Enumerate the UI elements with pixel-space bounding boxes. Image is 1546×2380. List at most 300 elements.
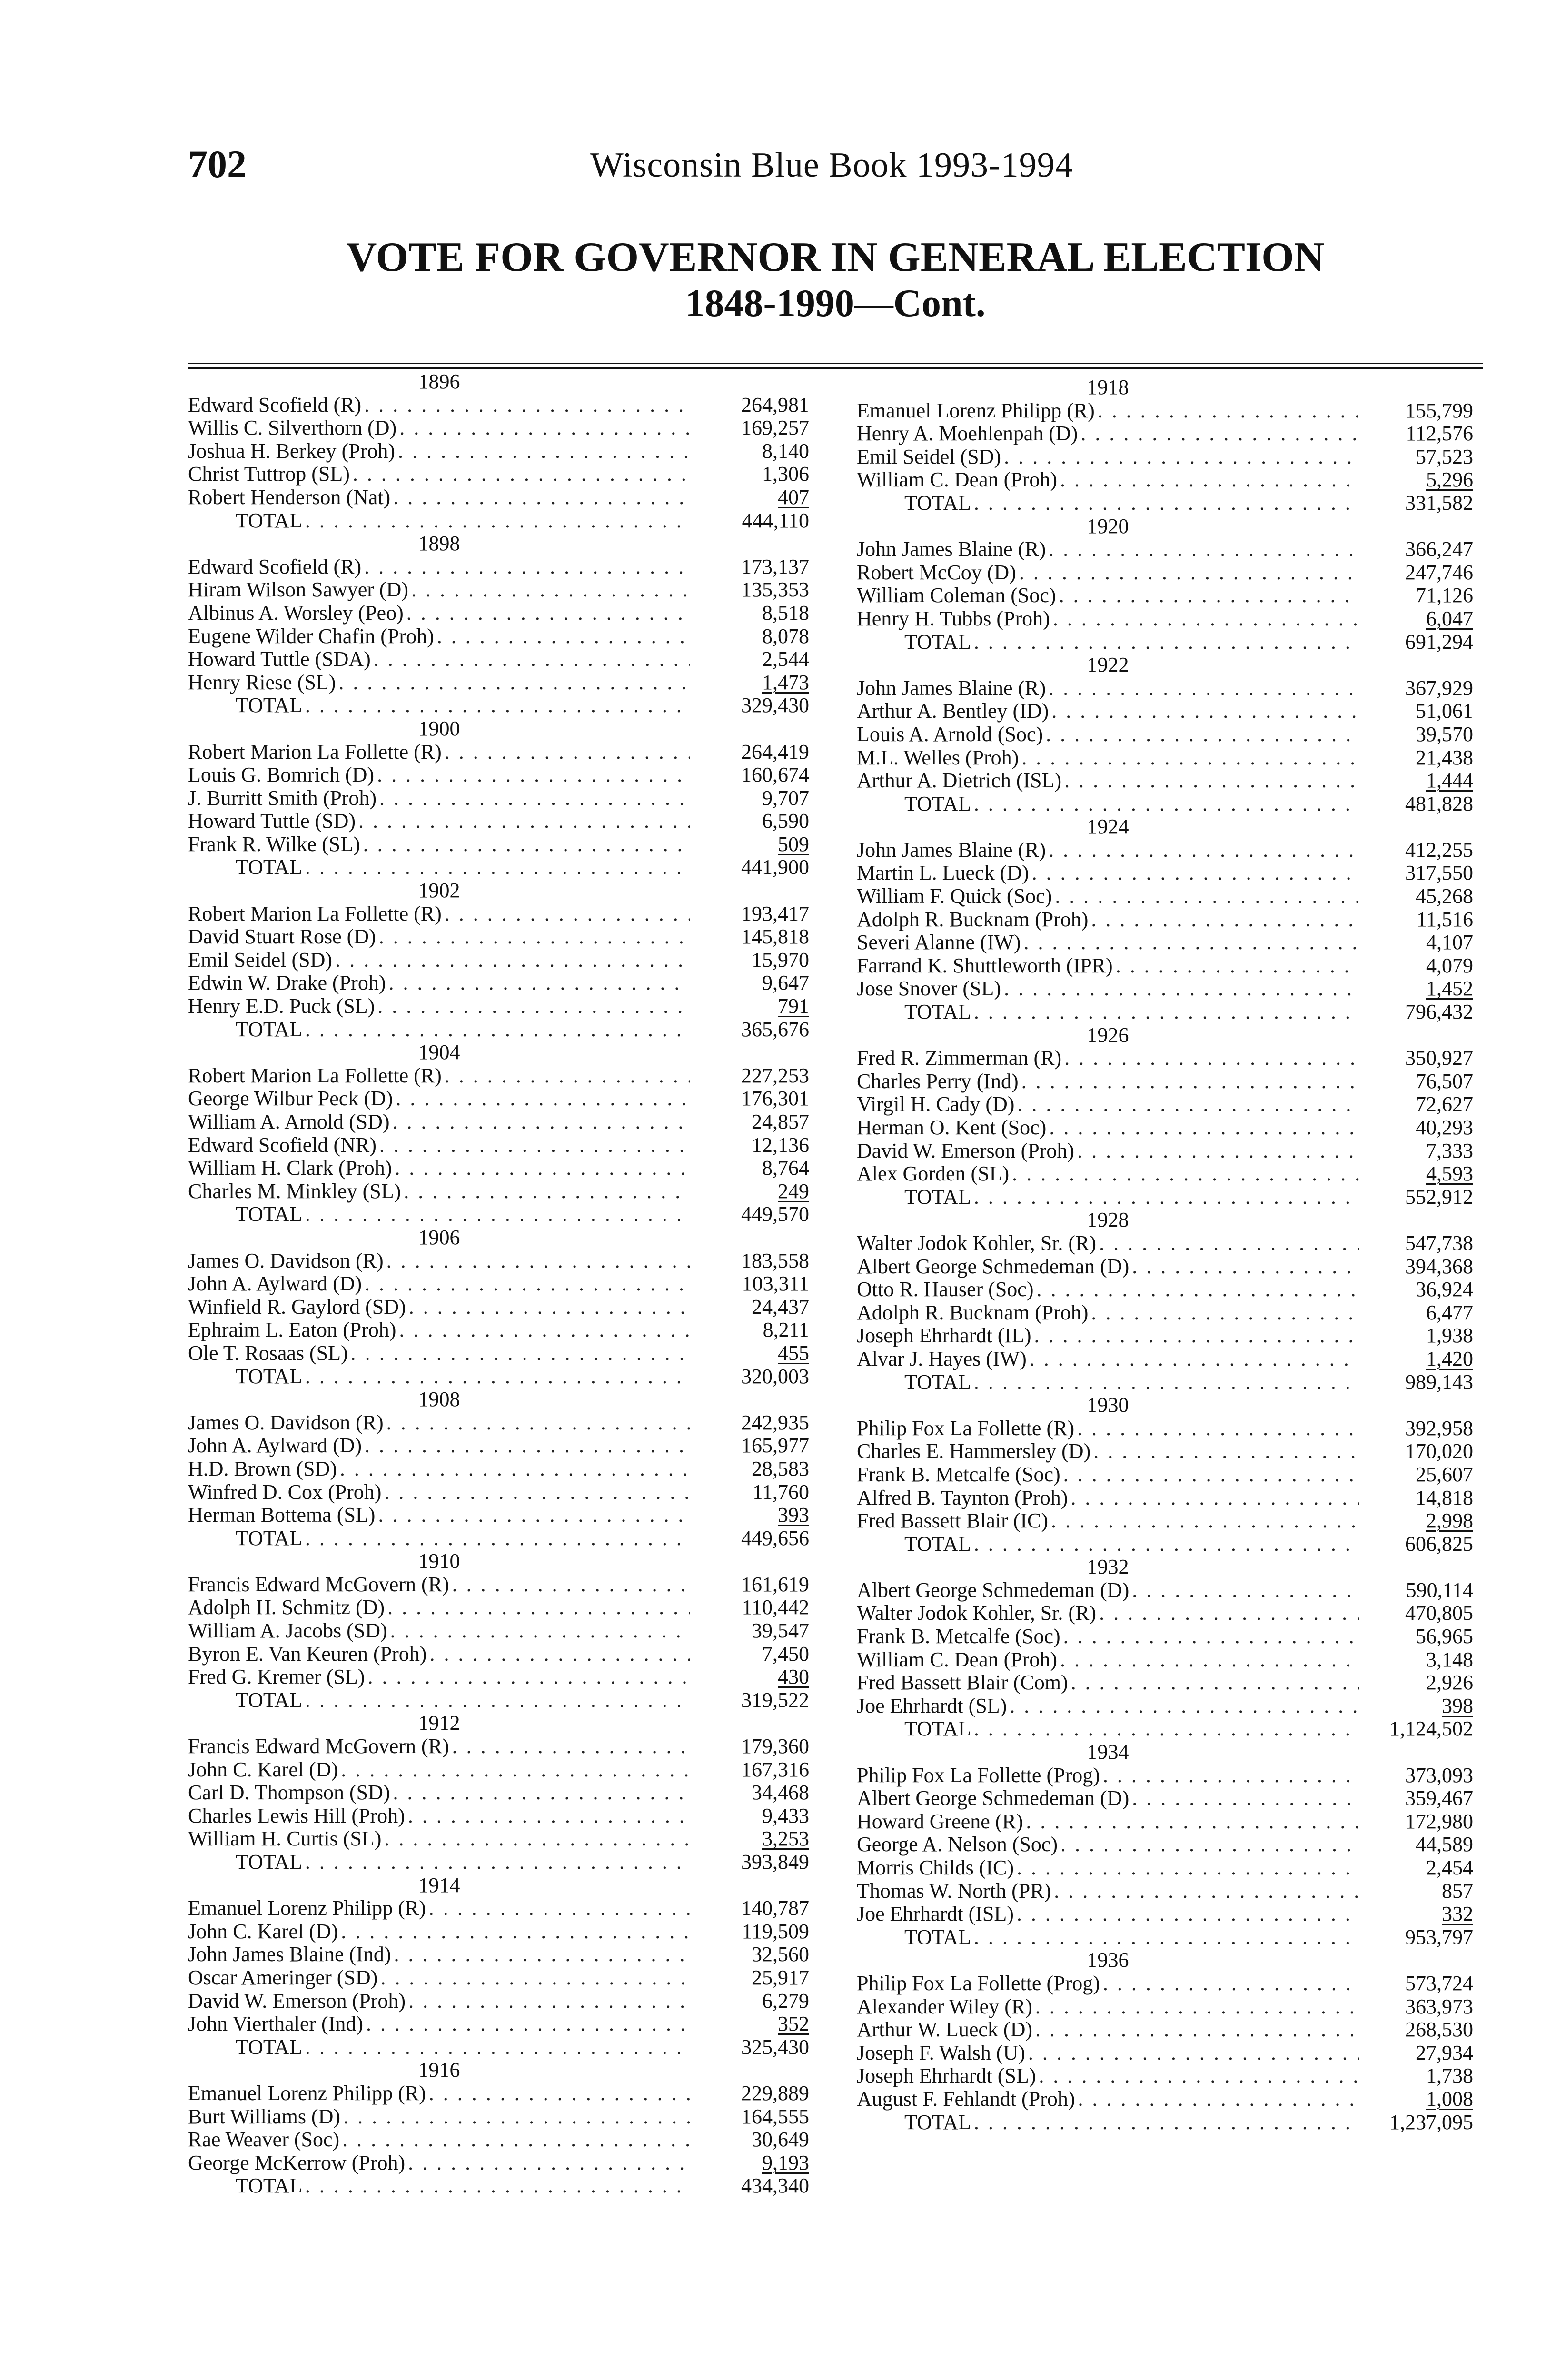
candidate-row — [857, 677, 1473, 700]
candidate-name: Oscar Ameringer (SD) — [188, 1966, 378, 1989]
total-row — [188, 1018, 809, 1041]
candidate-votes: 32,560 — [752, 1943, 809, 1966]
candidate-row — [188, 972, 809, 995]
candidate-name: M.L. Welles (Proh) — [857, 746, 1019, 769]
candidate-name: Edward Scofield (R) — [188, 555, 362, 578]
candidate-votes: 430 — [778, 1666, 809, 1689]
leader-dots — [1103, 1764, 1359, 1787]
candidate-row — [188, 1966, 809, 1990]
candidate-row — [857, 1995, 1473, 2019]
leader-dots — [386, 1411, 690, 1435]
leader-dots — [393, 486, 690, 509]
leader-dots — [974, 793, 1359, 816]
candidate-votes: 34,468 — [752, 1781, 809, 1805]
candidate-row — [857, 1047, 1473, 1070]
candidate-votes: 71,126 — [1416, 584, 1473, 607]
candidate-name: Adolph R. Bucknam (Proh) — [857, 1301, 1089, 1324]
candidate-row — [857, 538, 1473, 561]
candidate-name: Louis A. Arnold (Soc) — [857, 723, 1043, 746]
candidate-name: William H. Clark (Proh) — [188, 1157, 392, 1180]
leader-dots — [1070, 1487, 1359, 1510]
candidate-name: J. Burritt Smith (Proh) — [188, 786, 377, 810]
total-row — [857, 793, 1473, 816]
candidate-row — [857, 1787, 1473, 1810]
candidate-row — [857, 1093, 1473, 1116]
total-votes: 989,143 — [1405, 1370, 1473, 1394]
candidate-name: William H. Curtis (SL) — [188, 1827, 382, 1851]
leader-dots — [396, 1087, 690, 1111]
candidate-name: Charles M. Minkley (SL) — [188, 1180, 401, 1203]
candidate-name: Henry H. Tubbs (Proh) — [857, 607, 1050, 630]
total-label: TOTAL — [904, 491, 971, 515]
candidate-name: Jose Snover (SL) — [857, 977, 1001, 1001]
candidate-name: Walter Jodok Kohler, Sr. (R) — [857, 1602, 1097, 1625]
candidate-name: John Vierthaler (Ind) — [188, 2013, 363, 2036]
leader-dots — [399, 416, 690, 440]
candidate-name: Alfred B. Taynton (Proh) — [857, 1486, 1068, 1509]
candidate-votes: 373,093 — [1405, 1764, 1473, 1787]
candidate-name: Joseph F. Walsh (U) — [857, 2041, 1025, 2064]
candidate-name: Martin L. Lueck (D) — [857, 862, 1029, 885]
candidate-votes: 6,279 — [762, 1989, 809, 2013]
candidate-votes: 264,981 — [741, 393, 809, 416]
leader-dots — [365, 1434, 690, 1458]
leader-dots — [1010, 1695, 1359, 1718]
candidate-row — [188, 1434, 809, 1458]
leader-dots — [394, 1943, 690, 1966]
candidate-row — [188, 1272, 809, 1296]
candidate-row — [188, 416, 809, 440]
leader-dots — [305, 1689, 690, 1712]
candidate-name: William C. Dean (Proh) — [857, 1648, 1058, 1671]
candidate-row — [857, 1602, 1473, 1625]
candidate-name: John James Blaine (R) — [857, 838, 1046, 862]
candidate-votes: 9,193 — [762, 2151, 809, 2174]
leader-dots — [445, 1064, 690, 1088]
candidate-votes: 72,627 — [1416, 1093, 1473, 1116]
candidate-name: Albert George Schmedeman (D) — [857, 1255, 1130, 1278]
candidate-votes: 11,760 — [752, 1480, 809, 1504]
leader-dots — [408, 1805, 690, 1828]
candidate-name: H.D. Brown (SD) — [188, 1457, 337, 1480]
leader-dots — [365, 1272, 690, 1296]
candidate-row — [857, 769, 1473, 793]
leader-dots — [390, 1619, 690, 1643]
leader-dots — [395, 1157, 690, 1180]
candidate-votes: 359,467 — [1405, 1787, 1473, 1810]
candidate-name: George Wilbur Peck (D) — [188, 1087, 393, 1111]
leader-dots — [364, 555, 690, 579]
leader-dots — [974, 1001, 1359, 1024]
candidate-name: James O. Davidson (R) — [188, 1249, 384, 1272]
right-column — [857, 376, 1473, 2134]
leader-dots — [974, 1371, 1359, 1394]
candidate-row — [857, 446, 1473, 469]
candidate-name: Adolph H. Schmitz (D) — [188, 1596, 385, 1619]
candidate-votes: 791 — [778, 995, 809, 1018]
leader-dots — [1028, 2042, 1359, 2065]
candidate-votes: 176,301 — [741, 1087, 809, 1111]
candidate-votes: 155,799 — [1405, 399, 1473, 422]
total-row — [188, 694, 809, 717]
candidate-votes: 9,647 — [762, 972, 809, 995]
candidate-row — [188, 925, 809, 949]
candidate-votes: 247,746 — [1405, 561, 1473, 584]
candidate-name: Joe Ehrhardt (ISL) — [857, 1903, 1014, 1926]
candidate-row — [857, 1810, 1473, 1834]
candidate-name: Albert George Schmedeman (D) — [857, 1787, 1130, 1810]
total-row — [188, 1203, 809, 1226]
candidate-row — [188, 1458, 809, 1481]
candidate-row — [188, 995, 809, 1018]
candidate-name: John A. Aylward (D) — [188, 1272, 362, 1296]
election-year: 1922 — [1087, 653, 1129, 677]
total-row — [857, 492, 1473, 515]
candidate-votes: 573,724 — [1405, 1972, 1473, 1995]
leader-dots — [340, 1458, 690, 1481]
total-votes: 449,570 — [741, 1203, 809, 1226]
candidate-row — [188, 949, 809, 972]
leader-dots — [974, 1533, 1359, 1556]
leader-dots — [379, 1134, 690, 1157]
candidate-name: Howard Tuttle (SD) — [188, 810, 356, 833]
total-votes: 953,797 — [1405, 1925, 1473, 1949]
total-label: TOTAL — [236, 694, 302, 717]
leader-dots — [363, 833, 690, 856]
candidate-votes: 350,927 — [1405, 1047, 1473, 1070]
leader-dots — [1034, 1324, 1359, 1348]
election-year: 1910 — [418, 1549, 460, 1573]
leader-dots — [429, 1897, 690, 1920]
candidate-votes: 264,419 — [741, 740, 809, 764]
candidate-name: Edward Scofield (R) — [188, 393, 362, 416]
candidate-name: David W. Emerson (Proh) — [188, 1989, 406, 2013]
total-votes: 434,340 — [741, 2174, 809, 2198]
candidate-row — [188, 1758, 809, 1782]
leader-dots — [305, 1018, 690, 1041]
candidate-votes: 393 — [778, 1504, 809, 1527]
leader-dots — [335, 949, 690, 972]
leader-dots — [305, 1365, 690, 1388]
candidate-votes: 15,970 — [752, 948, 809, 972]
candidate-row — [857, 1880, 1473, 1903]
leader-dots — [1017, 1903, 1359, 1926]
leader-dots — [429, 1643, 690, 1666]
candidate-row — [857, 1417, 1473, 1440]
total-label: TOTAL — [236, 509, 302, 532]
leader-dots — [1059, 584, 1359, 607]
candidate-row — [857, 1440, 1473, 1463]
leader-dots — [409, 1296, 690, 1319]
leader-dots — [974, 1926, 1359, 1949]
leader-dots — [386, 1250, 690, 1273]
candidate-row — [857, 1301, 1473, 1325]
candidate-row — [188, 1920, 809, 1944]
candidate-votes: 160,674 — [741, 764, 809, 787]
candidate-name: Farrand K. Shuttleworth (IPR) — [857, 954, 1113, 977]
leader-dots — [341, 1920, 690, 1944]
candidate-votes: 8,211 — [763, 1319, 809, 1342]
candidate-votes: 363,973 — [1405, 1995, 1473, 2018]
candidate-row — [857, 1671, 1473, 1695]
candidate-name: Philip Fox La Follette (R) — [857, 1417, 1075, 1440]
leader-dots — [1099, 1232, 1359, 1255]
candidate-name: Fred Bassett Blair (Com) — [857, 1671, 1068, 1695]
candidate-name: John C. Karel (D) — [188, 1758, 338, 1781]
candidate-row — [188, 1481, 809, 1504]
leader-dots — [393, 1111, 690, 1134]
leader-dots — [1054, 1880, 1359, 1903]
candidate-row — [857, 1972, 1473, 1995]
candidate-row — [188, 1504, 809, 1527]
candidate-votes: 140,787 — [741, 1897, 809, 1920]
leader-dots — [1049, 839, 1359, 862]
leader-dots — [374, 648, 690, 671]
leader-dots — [445, 902, 690, 926]
candidate-row — [857, 862, 1473, 885]
leader-dots — [398, 440, 690, 463]
candidate-name: Joseph Ehrhardt (IL) — [857, 1324, 1031, 1348]
election-year: 1914 — [418, 1873, 460, 1897]
candidate-votes: 24,857 — [752, 1111, 809, 1133]
leader-dots — [1099, 1602, 1359, 1625]
candidate-name: Robert Marion La Follette (R) — [188, 1064, 442, 1087]
candidate-votes: 9,433 — [762, 1804, 809, 1827]
candidate-votes: 8,764 — [762, 1157, 809, 1180]
leader-dots — [367, 1666, 690, 1689]
candidate-name: Fred Bassett Blair (IC) — [857, 1509, 1049, 1533]
candidate-row — [857, 977, 1473, 1001]
candidate-votes: 103,311 — [742, 1272, 809, 1296]
election-year: 1908 — [418, 1388, 460, 1411]
candidate-row — [857, 607, 1473, 631]
candidate-votes: 39,547 — [752, 1619, 809, 1643]
candidate-votes: 8,078 — [762, 625, 809, 648]
candidate-name: William F. Quick (Soc) — [857, 885, 1052, 908]
leader-dots — [1024, 931, 1359, 954]
leader-dots — [974, 631, 1359, 654]
candidate-votes: 1,420 — [1426, 1347, 1473, 1370]
table-title: VOTE FOR GOVERNOR IN GENERAL ELECTION — [346, 234, 1325, 280]
candidate-row — [857, 2088, 1473, 2111]
candidate-name: Ole T. Rosaas (SL) — [188, 1341, 348, 1365]
total-votes: 444,110 — [742, 509, 809, 532]
candidate-row — [857, 1648, 1473, 1672]
candidate-votes: 9,707 — [762, 786, 809, 810]
candidate-row — [188, 1666, 809, 1689]
candidate-votes: 3,253 — [762, 1827, 809, 1851]
candidate-votes: 352 — [778, 2013, 809, 2036]
leader-dots — [411, 578, 690, 602]
leader-dots — [1078, 2088, 1359, 2111]
candidate-name: Frank R. Wilke (SL) — [188, 833, 360, 856]
candidate-votes: 317,550 — [1405, 862, 1473, 885]
total-row — [857, 1717, 1473, 1741]
candidate-votes: 547,738 — [1405, 1231, 1473, 1255]
candidate-votes: 412,255 — [1405, 838, 1473, 862]
candidate-name: Charles Lewis Hill (Proh) — [188, 1804, 405, 1827]
total-votes: 691,294 — [1405, 630, 1473, 654]
candidate-votes: 394,368 — [1405, 1255, 1473, 1278]
candidate-row — [857, 468, 1473, 492]
candidate-name: Charles E. Hammersley (D) — [857, 1440, 1091, 1463]
candidate-votes: 24,437 — [752, 1295, 809, 1319]
candidate-name: Emil Seidel (SD) — [857, 445, 1001, 468]
leader-dots — [974, 492, 1359, 515]
leader-dots — [1053, 607, 1359, 631]
total-label: TOTAL — [236, 1365, 302, 1388]
candidate-votes: 183,558 — [741, 1249, 809, 1272]
leader-dots — [305, 694, 690, 717]
total-label: TOTAL — [904, 1925, 971, 1949]
leader-dots — [358, 810, 690, 833]
candidate-votes: 2,998 — [1426, 1509, 1473, 1533]
candidate-votes: 367,929 — [1405, 676, 1473, 700]
candidate-row — [188, 1897, 809, 1920]
candidate-row — [857, 399, 1473, 423]
total-row — [188, 856, 809, 879]
candidate-votes: 39,570 — [1416, 723, 1473, 746]
total-label: TOTAL — [904, 792, 971, 815]
candidate-row — [188, 555, 809, 579]
candidate-row — [188, 2013, 809, 2036]
candidate-row — [857, 1162, 1473, 1186]
candidate-votes: 509 — [778, 833, 809, 856]
total-row — [857, 2111, 1473, 2134]
candidate-name: Albinus A. Worsley (Peo) — [188, 601, 404, 625]
candidate-votes: 56,965 — [1416, 1625, 1473, 1648]
candidate-row — [857, 1509, 1473, 1533]
candidate-name: Severi Alanne (IW) — [857, 931, 1021, 954]
leader-dots — [1051, 1509, 1359, 1533]
leader-dots — [445, 741, 690, 764]
total-label: TOTAL — [236, 856, 302, 879]
leader-dots — [1077, 1417, 1359, 1440]
candidate-row — [188, 1157, 809, 1180]
leader-dots — [404, 1180, 690, 1203]
candidate-row — [188, 1319, 809, 1342]
candidate-name: Edwin W. Drake (Proh) — [188, 972, 386, 995]
total-row — [188, 1365, 809, 1388]
candidate-votes: 1,473 — [762, 671, 809, 694]
leader-dots — [1091, 908, 1359, 932]
candidate-row — [857, 2042, 1473, 2065]
candidate-row — [188, 1827, 809, 1851]
candidate-votes: 8,518 — [762, 601, 809, 625]
election-year: 1932 — [1087, 1555, 1129, 1579]
election-year: 1902 — [418, 879, 460, 902]
candidate-votes: 12,136 — [752, 1133, 809, 1157]
leader-dots — [974, 2111, 1359, 2134]
total-label: TOTAL — [904, 2111, 971, 2134]
candidate-row — [188, 625, 809, 648]
candidate-row — [857, 1833, 1473, 1856]
leader-dots — [1091, 1301, 1359, 1325]
total-label: TOTAL — [236, 1527, 302, 1550]
leader-dots — [1064, 769, 1359, 793]
leader-dots — [1071, 1671, 1359, 1695]
candidate-row — [188, 578, 809, 602]
candidate-row — [857, 1116, 1473, 1140]
leader-dots — [384, 1827, 690, 1851]
leader-dots — [1055, 885, 1359, 908]
candidate-name: Howard Greene (R) — [857, 1810, 1023, 1833]
total-votes: 606,825 — [1405, 1532, 1473, 1556]
total-row — [188, 2036, 809, 2059]
candidate-row — [857, 2064, 1473, 2088]
candidate-votes: 1,938 — [1426, 1324, 1473, 1348]
candidate-name: Christ Tuttrop (SL) — [188, 463, 350, 486]
candidate-name: Alvar J. Hayes (IW) — [857, 1347, 1027, 1370]
page-number: 702 — [188, 142, 247, 186]
leader-dots — [1103, 1972, 1359, 1995]
leader-dots — [1004, 446, 1359, 469]
candidate-name: Winfred D. Cox (Proh) — [188, 1480, 382, 1504]
candidate-row — [857, 1324, 1473, 1348]
candidate-votes: 25,917 — [752, 1966, 809, 1989]
leader-dots — [1035, 2018, 1359, 2042]
candidate-votes: 7,450 — [762, 1642, 809, 1666]
leader-dots — [305, 2036, 690, 2059]
candidate-votes: 172,980 — [1405, 1810, 1473, 1833]
election-year: 1904 — [418, 1041, 460, 1064]
candidate-name: Fred R. Zimmerman (R) — [857, 1047, 1062, 1070]
candidate-votes: 110,442 — [742, 1596, 809, 1619]
candidate-row — [857, 1903, 1473, 1926]
candidate-votes: 4,107 — [1426, 931, 1473, 954]
leader-dots — [1049, 1116, 1359, 1140]
total-votes: 329,430 — [741, 694, 809, 717]
total-votes: 796,432 — [1405, 1001, 1473, 1024]
candidate-row — [857, 723, 1473, 746]
candidate-name: John C. Karel (D) — [188, 1920, 338, 1943]
candidate-votes: 1,738 — [1426, 2064, 1473, 2088]
candidate-row — [188, 764, 809, 787]
total-label: TOTAL — [904, 1001, 971, 1024]
leader-dots — [1049, 677, 1359, 700]
candidate-votes: 470,805 — [1405, 1602, 1473, 1625]
candidate-name: Arthur A. Dietrich (ISL) — [857, 769, 1062, 793]
leader-dots — [1077, 1140, 1359, 1163]
candidate-name: Emanuel Lorenz Philipp (R) — [857, 399, 1095, 422]
leader-dots — [1060, 1833, 1359, 1856]
table-subtitle: 1848-1990—Cont. — [685, 281, 986, 325]
candidate-name: Francis Edward McGovern (R) — [188, 1573, 449, 1596]
leader-dots — [305, 2174, 690, 2198]
candidate-row — [857, 1463, 1473, 1487]
candidate-row — [857, 1764, 1473, 1787]
candidate-row — [857, 584, 1473, 607]
candidate-name: Henry A. Moehlenpah (D) — [857, 422, 1078, 446]
total-votes: 325,430 — [741, 2035, 809, 2059]
leader-dots — [305, 1851, 690, 1874]
candidate-row — [188, 1990, 809, 2013]
total-votes: 481,828 — [1405, 792, 1473, 815]
leader-dots — [406, 602, 690, 625]
candidate-votes: 7,333 — [1426, 1139, 1473, 1162]
election-year: 1906 — [418, 1225, 460, 1249]
candidate-name: Otto R. Hauser (Soc) — [857, 1278, 1034, 1301]
candidate-row — [857, 700, 1473, 723]
candidate-name: James O. Davidson (R) — [188, 1411, 384, 1434]
leader-dots — [1049, 538, 1359, 561]
candidate-votes: 145,818 — [741, 925, 809, 949]
leader-dots — [1026, 1810, 1359, 1834]
candidate-row — [857, 931, 1473, 954]
candidate-row — [857, 561, 1473, 585]
candidate-votes: 2,926 — [1426, 1671, 1473, 1695]
candidate-row — [188, 671, 809, 694]
